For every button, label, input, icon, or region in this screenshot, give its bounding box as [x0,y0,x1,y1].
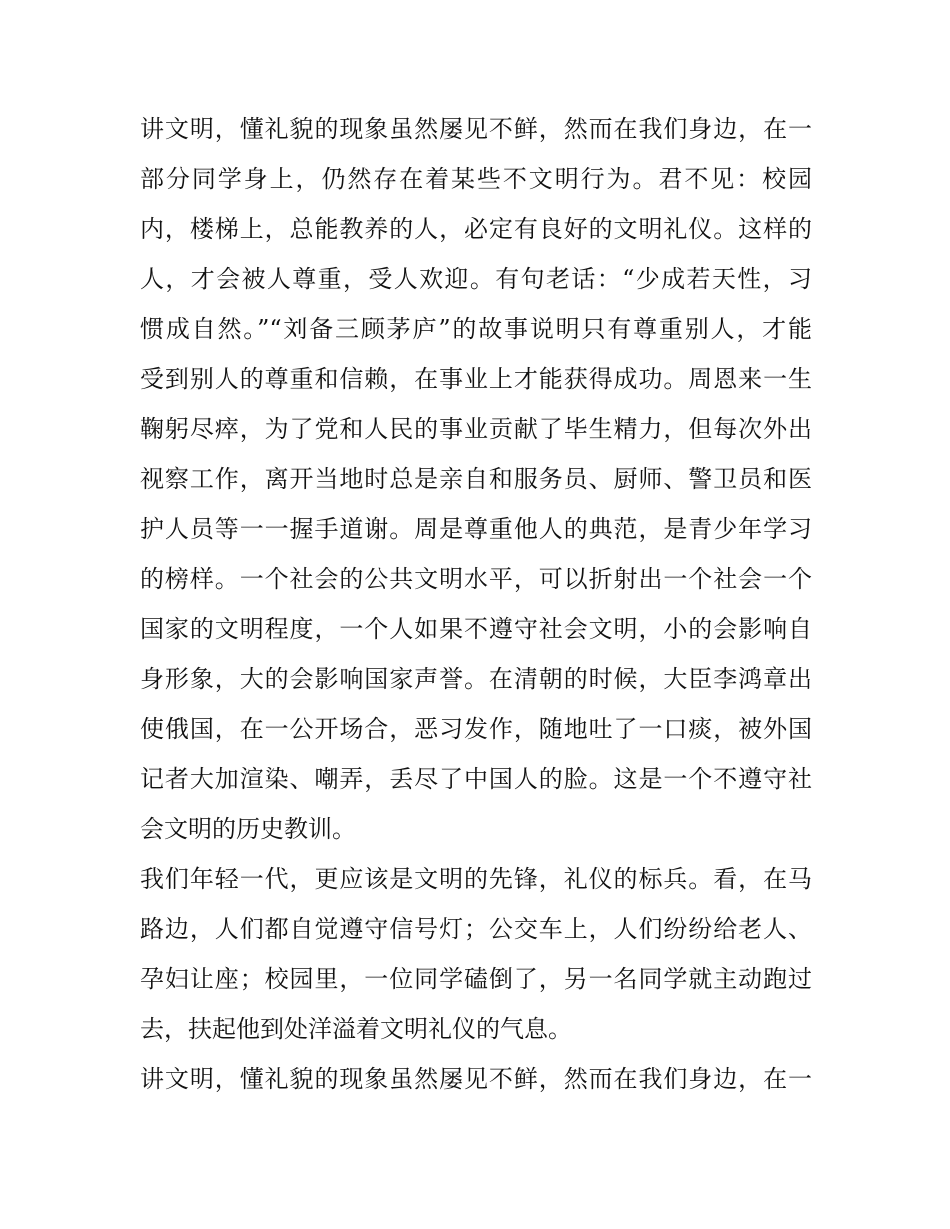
text-line: 部分同学身上，仍然存在着某些不文明行为。君不见：校园 [140,165,812,193]
text-line: 视察工作，离开当地时总是亲自和服务员、厨师、警卫员和医 [140,465,812,493]
text-line: 护人员等一一握手道谢。周是尊重他人的典范，是青少年学习 [140,515,812,543]
text-line: 讲文明，懂礼貌的现象虽然屡见不鲜，然而在我们身边，在一 [140,115,812,143]
text-line: 身形象，大的会影响国家声誉。在清朝的时候，大臣李鸿章出 [140,665,812,693]
text-line: 路边，人们都自觉遵守信号灯；公交车上，人们纷纷给老人、 [140,915,812,943]
text-line: 记者大加渲染、嘲弄，丢尽了中国人的脸。这是一个不遵守社 [140,765,812,793]
text-line: 孕妇让座；校园里，一位同学磕倒了，另一名同学就主动跑过 [140,965,812,993]
text-line: 去，扶起他到处洋溢着文明礼仪的气息。 [140,1015,572,1043]
text-line: 会文明的历史教训。 [140,815,356,843]
text-line: 国家的文明程度，一个人如果不遵守社会文明，小的会影响自 [140,615,812,643]
text-line: 惯成自然。”“刘备三顾茅庐”的故事说明只有尊重别人，才能 [140,315,812,343]
text-line: 的榜样。一个社会的公共文明水平，可以折射出一个社会一个 [140,565,812,593]
document-body-text [140,104,812,1104]
text-line: 使俄国，在一公开场合，恶习发作，随地吐了一口痰，被外国 [140,715,812,743]
text-line: 内，楼梯上，总能教养的人，必定有良好的文明礼仪。这样的 [140,215,812,243]
text-line: 讲文明，懂礼貌的现象虽然屡见不鲜，然而在我们身边，在一 [140,1065,812,1093]
text-line: 受到别人的尊重和信赖，在事业上才能获得成功。周恩来一生 [140,365,812,393]
text-line: 我们年轻一代，更应该是文明的先锋，礼仪的标兵。看，在马 [140,865,812,893]
text-line: 人，才会被人尊重，受人欢迎。有句老话：“少成若天性，习 [140,265,812,293]
text-line: 鞠躬尽瘁，为了党和人民的事业贡献了毕生精力，但每次外出 [140,415,812,443]
